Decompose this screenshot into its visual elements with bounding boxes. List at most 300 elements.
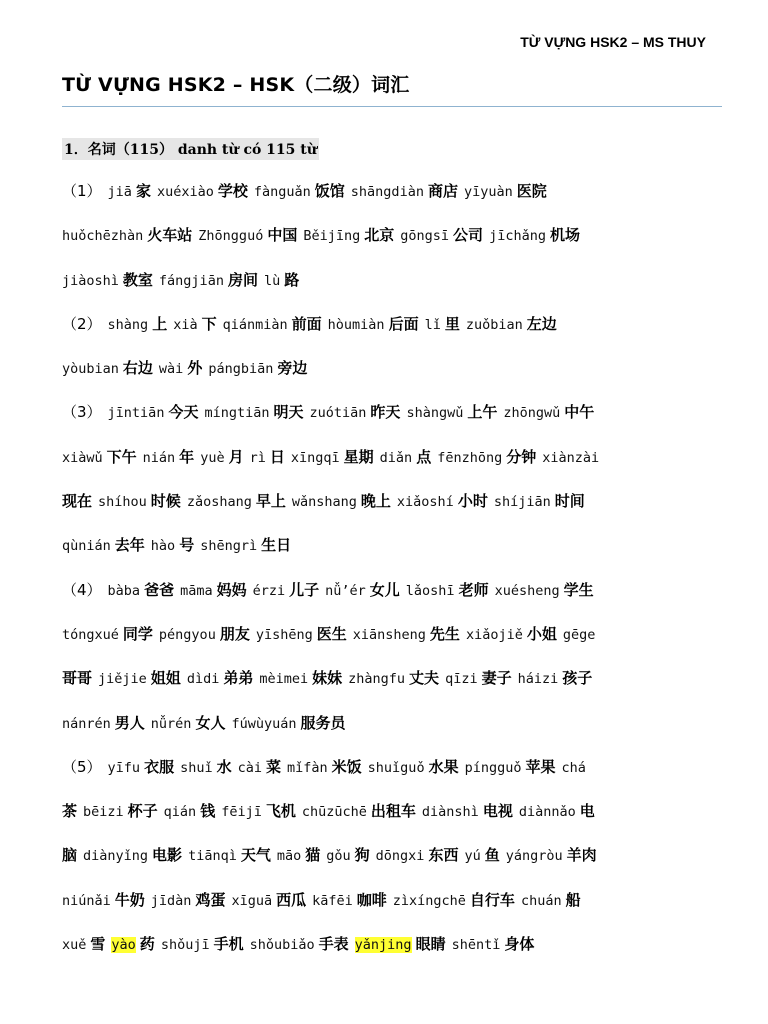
pinyin: yīshēng	[255, 626, 313, 643]
vocab-line	[62, 885, 728, 929]
pinyin: fēijī	[221, 804, 262, 821]
group-number: （5）	[62, 757, 102, 776]
hanzi: 北京	[364, 226, 395, 245]
pinyin: yào	[111, 937, 136, 954]
hanzi: 老师	[458, 580, 489, 599]
page-title: TỪ VỰNG HSK2 – HSK（二级）词汇	[62, 74, 410, 96]
pinyin: bēizi	[83, 804, 124, 821]
hanzi: 左边	[526, 314, 557, 333]
hanzi: 小姐	[526, 624, 557, 643]
hanzi: 星期	[343, 447, 374, 466]
pinyin: shēngrì	[200, 538, 258, 555]
hanzi: 同学	[122, 624, 153, 643]
group-number: （2）	[62, 314, 102, 333]
vocab-entry	[164, 802, 216, 820]
pinyin: shuǐ	[180, 759, 213, 776]
hanzi: 时候	[150, 492, 181, 511]
hanzi: 眼睛	[415, 935, 446, 954]
title-divider	[62, 106, 722, 107]
hanzi: 今天	[168, 403, 199, 422]
pinyin: píngguǒ	[464, 759, 522, 776]
vocab-entry	[62, 448, 137, 466]
hanzi: 商店	[427, 182, 458, 200]
hanzi: 爸爸	[144, 580, 175, 599]
pinyin: shǒubiǎo	[249, 937, 315, 954]
vocab-entry	[277, 846, 320, 864]
pinyin: shuǐguǒ	[367, 759, 425, 776]
pinyin: māo	[276, 848, 302, 865]
pinyin: shēntǐ	[451, 937, 501, 954]
vocab-entry	[393, 891, 515, 909]
vocab-entry	[198, 226, 297, 244]
pinyin: xīguā	[231, 892, 273, 909]
pinyin: lǐ	[424, 316, 441, 333]
section-heading: 1．名词（115） danh từ có 115 từ	[62, 138, 319, 160]
hanzi: 学生	[563, 580, 594, 599]
vocab-entry	[250, 448, 285, 466]
vocab-entry	[437, 448, 536, 466]
pinyin: chuán	[520, 892, 562, 909]
vocab-entry	[108, 315, 168, 333]
hanzi: 外	[187, 359, 203, 378]
hanzi: 明天	[273, 403, 304, 422]
pinyin: gǒu	[326, 848, 351, 865]
hanzi: 衣服	[144, 757, 175, 776]
pinyin: xiàwǔ	[62, 449, 103, 466]
vocab-entry	[161, 935, 244, 953]
hanzi: 妹妹	[312, 669, 343, 688]
vocab-entry	[521, 891, 581, 909]
hanzi: 年	[179, 447, 195, 466]
vocab-entry	[108, 182, 151, 200]
vocab-entry	[151, 536, 194, 554]
vocab-entry	[62, 492, 92, 510]
vocab-line	[62, 575, 728, 619]
vocab-entry	[108, 581, 175, 599]
pinyin: huǒchēzhàn	[62, 228, 144, 245]
pinyin: xuě	[62, 937, 87, 954]
hanzi: 中午	[564, 403, 595, 422]
pinyin: rì	[249, 449, 266, 466]
hanzi: 鱼	[484, 846, 500, 865]
hanzi: 现在	[62, 492, 93, 511]
pinyin: yángròu	[505, 848, 563, 865]
vocab-entry	[157, 182, 248, 200]
hanzi: 姐姐	[150, 669, 181, 688]
vocab-entry	[238, 758, 281, 776]
pinyin: yǎnjing	[354, 937, 412, 954]
vocab-line	[62, 220, 728, 264]
hanzi: 西瓜	[276, 890, 307, 909]
hanzi: 火车站	[147, 226, 193, 245]
pinyin: lù	[263, 272, 281, 289]
hanzi: 妈妈	[216, 580, 247, 599]
hanzi: 水	[216, 757, 232, 776]
vocab-entry	[348, 669, 439, 687]
vocab-entry	[422, 802, 513, 820]
pinyin: nǚ’ér	[325, 582, 366, 599]
pinyin: yuè	[200, 449, 225, 466]
pinyin: zhàngfu	[348, 671, 406, 688]
vocab-entry	[466, 315, 557, 333]
pinyin: zuǒbian	[465, 316, 523, 333]
vocab-line	[62, 353, 728, 397]
pinyin: qiánmiàn	[222, 316, 288, 333]
vocab-entry	[187, 492, 286, 510]
pinyin: jiějie	[98, 671, 147, 688]
vocab-line	[62, 309, 728, 353]
hanzi: 水果	[428, 757, 459, 776]
hanzi: 苹果	[525, 757, 556, 776]
pinyin: fángjiān	[158, 272, 224, 289]
pinyin: tóngxué	[62, 626, 119, 643]
pinyin: Zhōngguó	[198, 228, 264, 245]
hanzi: 早上	[255, 492, 286, 511]
hanzi: 晚上	[360, 492, 391, 511]
vocab-entry	[368, 758, 459, 776]
vocab-entry	[494, 492, 585, 510]
pinyin: wài	[158, 361, 184, 378]
pinyin: hào	[150, 538, 176, 555]
vocab-entry	[62, 802, 77, 820]
vocab-line	[62, 708, 728, 752]
vocab-entry	[180, 758, 232, 776]
hanzi: 旁边	[277, 359, 308, 378]
pinyin: nián	[142, 449, 176, 466]
vocab-entry	[98, 669, 181, 687]
hanzi: 牛奶	[114, 890, 145, 909]
vocab-line	[62, 796, 728, 840]
pinyin: niúnǎi	[62, 892, 111, 909]
pinyin: xiànzài	[542, 449, 600, 466]
vocab-entry	[563, 625, 596, 643]
vocab-line	[62, 486, 728, 530]
hanzi: 身体	[504, 935, 535, 954]
pinyin: fúwùyuán	[231, 715, 297, 732]
vocab-entry	[159, 359, 202, 377]
vocab-entry	[173, 315, 216, 333]
hanzi: 儿子	[289, 580, 320, 599]
vocab-entry	[503, 403, 594, 421]
vocab-entry	[180, 581, 247, 599]
pinyin: nǚrén	[150, 715, 192, 732]
pinyin: bàba	[107, 582, 141, 599]
pinyin: wǎnshang	[291, 494, 357, 511]
pinyin: shàngwǔ	[406, 405, 464, 422]
vocab-line	[62, 530, 728, 574]
vocab-entry	[397, 492, 488, 510]
pinyin: shāngdiàn	[350, 184, 424, 200]
vocab-entry	[376, 846, 459, 864]
vocab-entry	[310, 403, 401, 421]
vocab-line	[62, 397, 728, 441]
hanzi: 点	[416, 447, 432, 466]
hanzi: 船	[565, 890, 581, 909]
vocab-entry	[98, 492, 181, 510]
hanzi: 先生	[429, 624, 460, 643]
hanzi: 哥哥	[62, 669, 93, 688]
vocab-entry	[231, 714, 345, 732]
pinyin: diànnǎo	[518, 804, 576, 821]
vocab-entry	[406, 403, 497, 421]
page-header: TỪ VỰNG HSK2 – MS THUY	[520, 34, 706, 50]
vocab-entry	[231, 891, 306, 909]
hanzi: 猫	[305, 846, 321, 865]
vocab-entry	[200, 448, 243, 466]
vocab-entry	[143, 448, 195, 466]
vocab-entry	[223, 315, 322, 333]
hanzi: 女人	[195, 713, 226, 732]
hanzi: 家	[135, 182, 151, 200]
hanzi: 电	[579, 802, 595, 821]
hanzi: 时间	[554, 492, 585, 511]
vocab-entry	[312, 891, 387, 909]
pinyin: hòumiàn	[327, 316, 385, 333]
pinyin: yòubian	[62, 361, 119, 378]
vocab-entry	[253, 581, 320, 599]
hanzi: 公司	[453, 226, 484, 245]
pinyin: diànyǐng	[83, 848, 149, 865]
pinyin: jīchǎng	[489, 228, 546, 245]
vocab-entry	[464, 182, 547, 200]
pinyin: érzi	[252, 582, 286, 599]
hanzi: 咖啡	[356, 890, 387, 909]
vocab-entry	[250, 935, 349, 953]
pinyin: dōngxi	[375, 848, 425, 865]
vocab-entry	[151, 891, 226, 909]
vocab-entry	[62, 846, 77, 864]
pinyin: jīntiān	[107, 405, 165, 422]
hanzi: 电影	[152, 846, 183, 865]
pinyin: zhōngwǔ	[503, 405, 561, 422]
pinyin: shàng	[107, 316, 149, 333]
hanzi: 女儿	[369, 580, 400, 599]
vocab-entry	[62, 536, 145, 554]
vocab-entry	[159, 271, 258, 289]
hanzi: 菜	[266, 757, 282, 776]
hanzi: 自行车	[469, 890, 515, 909]
hanzi: 出租车	[370, 802, 416, 821]
hanzi: 男人	[114, 713, 145, 732]
vocab-entry	[466, 625, 557, 643]
pinyin: fēnzhōng	[437, 449, 503, 466]
pinyin: xuésheng	[494, 582, 560, 599]
pinyin: māma	[180, 582, 213, 599]
vocab-entry	[465, 758, 556, 776]
hanzi: 中国	[267, 226, 298, 245]
hanzi: 下	[201, 314, 217, 333]
vocab-line	[62, 176, 728, 220]
pinyin: pángbiān	[208, 361, 274, 378]
pinyin: diànshì	[421, 804, 479, 821]
hanzi: 脑	[62, 846, 78, 865]
vocab-line	[62, 442, 728, 486]
vocab-entry	[445, 669, 512, 687]
vocab-entry	[287, 758, 362, 776]
hanzi: 饭馆	[314, 182, 345, 200]
vocab-entry	[380, 448, 432, 466]
hanzi: 手机	[213, 935, 244, 954]
vocab-entry	[351, 182, 458, 200]
vocab-entry	[108, 403, 199, 421]
pinyin: lǎoshī	[405, 582, 455, 599]
vocab-entry	[400, 226, 483, 244]
vocab-entry	[464, 846, 499, 864]
vocab-line	[62, 752, 728, 796]
vocab-entry	[159, 625, 250, 643]
vocab-entry	[518, 669, 593, 687]
hanzi: 狗	[354, 846, 370, 865]
vocab-line	[62, 929, 728, 973]
hanzi: 生日	[261, 536, 292, 555]
pinyin: kāfēi	[312, 892, 353, 909]
vocab-entry	[187, 669, 254, 687]
pinyin: cài	[237, 759, 262, 776]
hanzi: 里	[444, 314, 460, 333]
vocabulary-list	[62, 176, 728, 973]
pinyin: zǎoshang	[186, 494, 252, 511]
hanzi: 下午	[106, 447, 137, 466]
pinyin: yú	[464, 848, 481, 865]
hanzi: 丈夫	[409, 669, 440, 688]
hanzi: 上午	[467, 403, 498, 422]
pinyin: shǒujī	[160, 937, 210, 954]
vocab-line	[62, 840, 728, 884]
pinyin: xiǎoshí	[396, 494, 454, 511]
vocab-entry	[542, 448, 599, 466]
vocab-entry	[264, 271, 299, 289]
pinyin: míngtiān	[204, 405, 270, 422]
vocab-entry	[151, 714, 226, 732]
hanzi: 手表	[318, 935, 349, 954]
hanzi: 米饭	[331, 757, 362, 776]
vocab-entry	[425, 315, 460, 333]
vocab-entry	[108, 758, 175, 776]
hanzi: 教室	[122, 270, 153, 289]
vocab-entry	[254, 182, 345, 200]
pinyin: shíhou	[98, 494, 147, 511]
hanzi: 分钟	[506, 447, 537, 466]
hanzi: 杯子	[127, 802, 158, 821]
pinyin: shíjiān	[493, 494, 551, 511]
pinyin: fànguǎn	[253, 184, 311, 200]
vocab-entry	[62, 935, 105, 953]
vocab-entry	[506, 846, 597, 864]
hanzi: 天气	[240, 846, 271, 865]
hanzi: 上	[152, 314, 168, 333]
hanzi: 昨天	[370, 403, 401, 422]
vocab-entry	[326, 846, 369, 864]
pinyin: xiǎojiě	[465, 626, 523, 643]
hanzi: 去年	[114, 536, 145, 555]
group-number: （1）	[62, 182, 102, 200]
hanzi: 电视	[482, 802, 513, 821]
vocab-entry	[291, 448, 374, 466]
hanzi: 飞机	[265, 802, 296, 821]
vocab-entry	[495, 581, 594, 599]
pinyin: jīdàn	[150, 892, 192, 909]
hanzi: 朋友	[219, 624, 250, 643]
pinyin: zìxíngchē	[392, 892, 466, 909]
vocab-entry	[62, 891, 145, 909]
pinyin: xīngqī	[290, 449, 340, 466]
vocab-entry	[62, 226, 192, 244]
vocab-entry	[259, 669, 342, 687]
hanzi: 房间	[227, 270, 258, 289]
pinyin: jiàoshì	[62, 272, 119, 289]
vocab-entry	[111, 935, 154, 953]
vocab-line	[62, 663, 728, 707]
pinyin: Běijīng	[303, 228, 361, 245]
vocab-entry	[83, 802, 158, 820]
vocab-entry	[62, 625, 153, 643]
vocab-entry	[355, 935, 446, 953]
pinyin: jiā	[107, 184, 132, 200]
hanzi: 路	[284, 270, 300, 289]
vocab-line	[62, 265, 728, 309]
group-number: （4）	[62, 580, 102, 599]
hanzi: 医院	[516, 182, 547, 200]
pinyin: mǐfàn	[287, 759, 328, 776]
group-number: （3）	[62, 403, 102, 422]
hanzi: 服务员	[300, 713, 346, 732]
hanzi: 后面	[388, 314, 419, 333]
vocab-entry	[62, 714, 145, 732]
hanzi: 弟弟	[223, 669, 254, 688]
vocab-entry	[83, 846, 182, 864]
pinyin: háizi	[517, 671, 559, 688]
vocab-entry	[325, 581, 400, 599]
vocab-entry	[303, 226, 394, 244]
pinyin: nánrén	[62, 715, 111, 732]
hanzi: 妻子	[481, 669, 512, 688]
pinyin: qīzi	[445, 671, 478, 688]
vocab-entry	[62, 359, 153, 377]
hanzi: 小时	[457, 492, 488, 511]
vocab-entry	[292, 492, 391, 510]
vocab-line	[62, 619, 728, 663]
pinyin: tiānqì	[188, 848, 237, 865]
hanzi: 茶	[62, 802, 78, 821]
vocab-entry	[188, 846, 271, 864]
hanzi: 月	[228, 447, 244, 466]
pinyin: qián	[163, 804, 197, 821]
vocab-entry	[62, 669, 92, 687]
hanzi: 机场	[549, 226, 580, 245]
hanzi: 前面	[291, 314, 322, 333]
hanzi: 日	[269, 447, 285, 466]
pinyin: zuótiān	[309, 405, 367, 422]
hanzi: 鸡蛋	[195, 890, 226, 909]
vocab-entry	[489, 226, 580, 244]
vocab-entry	[208, 359, 307, 377]
pinyin: yīyuàn	[463, 184, 513, 200]
hanzi: 右边	[122, 359, 153, 378]
pinyin: péngyou	[158, 626, 216, 643]
vocab-entry	[562, 758, 586, 776]
vocab-entry	[519, 802, 595, 820]
hanzi: 东西	[428, 846, 459, 865]
hanzi: 钱	[200, 802, 216, 821]
hanzi: 孩子	[562, 669, 593, 688]
vocab-entry	[256, 625, 347, 643]
vocab-entry	[452, 935, 535, 953]
hanzi: 雪	[90, 935, 106, 954]
pinyin: gōngsī	[400, 228, 450, 245]
pinyin: mèimei	[259, 671, 309, 688]
pinyin: yīfu	[107, 759, 141, 776]
vocab-entry	[353, 625, 460, 643]
